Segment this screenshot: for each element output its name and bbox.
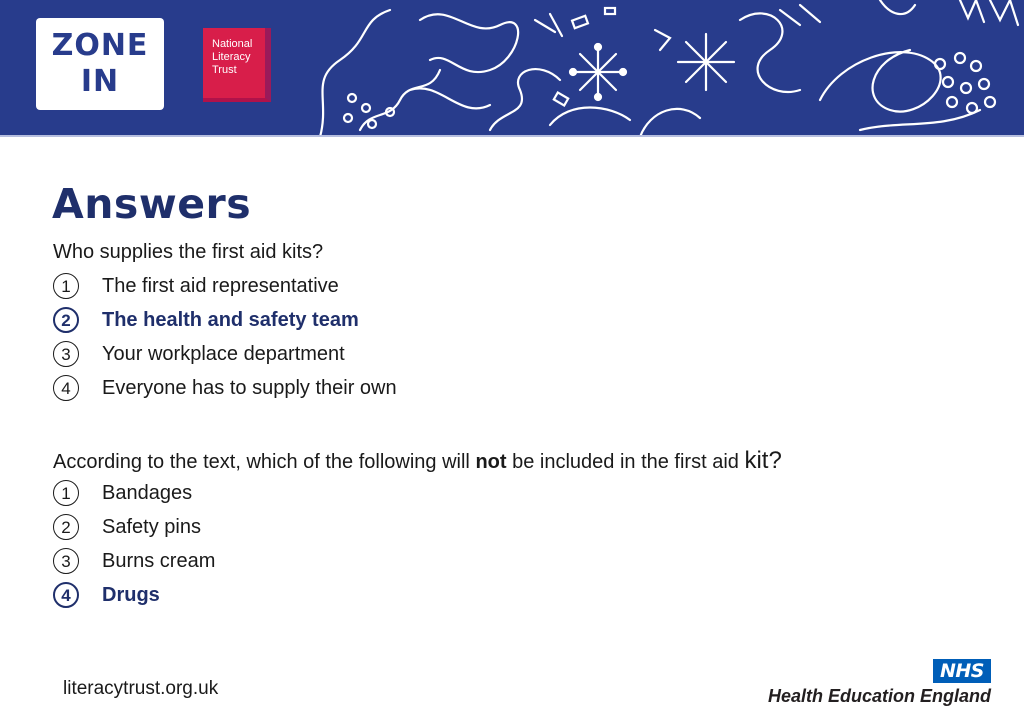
option-label: Safety pins xyxy=(102,515,201,538)
option-number-circle: 3 xyxy=(53,341,79,367)
question-2-emphasis: not xyxy=(475,451,507,473)
question-1-text: Who supplies the first aid kits? xyxy=(53,241,324,263)
option-label: The first aid representative xyxy=(102,274,339,297)
question-2-text-part: According to the text, which of the following will xyxy=(53,451,476,473)
option-label: Your workplace department xyxy=(102,342,345,365)
question-2-correct-option xyxy=(53,581,160,609)
nhs-logo: NHS xyxy=(933,659,991,683)
question-2-text xyxy=(53,447,782,475)
question-2-option xyxy=(53,479,192,507)
page-title: Answers xyxy=(52,180,252,228)
partner-logo-line: National xyxy=(212,38,253,50)
question-1-option xyxy=(53,272,339,300)
option-label: Everyone has to supply their own xyxy=(102,376,397,399)
question-2-option xyxy=(53,547,215,575)
footer-website-url: literacytrust.org.uk xyxy=(63,678,219,699)
header-banner xyxy=(0,0,1024,137)
partner-logo-line: Trust xyxy=(212,64,237,76)
zone-logo-line: IN xyxy=(80,64,120,99)
question-2-text-part: be included in the first aid xyxy=(506,451,745,473)
option-number-circle: 2 xyxy=(53,307,79,333)
option-number-circle: 3 xyxy=(53,548,79,574)
banner-divider xyxy=(0,135,1024,137)
question-1-option xyxy=(53,340,345,368)
national-literacy-trust-logo xyxy=(203,28,271,102)
doodle-pattern xyxy=(300,0,1024,137)
option-number-circle: 4 xyxy=(53,375,79,401)
option-number-circle: 4 xyxy=(53,582,79,608)
question-2-text-end: kit? xyxy=(744,447,782,474)
partner-logo-line: Literacy xyxy=(212,51,251,63)
option-label: Burns cream xyxy=(102,549,216,572)
question-1-option xyxy=(53,374,397,402)
option-label: Bandages xyxy=(102,481,193,504)
health-education-england-name: Health Education England xyxy=(767,686,991,706)
option-number-circle: 1 xyxy=(53,273,79,299)
zone-in-logo xyxy=(36,18,164,110)
option-label: Drugs xyxy=(102,583,160,606)
question-2-option xyxy=(53,513,201,541)
option-label: The health and safety team xyxy=(102,308,359,331)
option-number-circle: 1 xyxy=(53,480,79,506)
zone-logo-line: ZONE xyxy=(51,28,149,63)
option-number-circle: 2 xyxy=(53,514,79,540)
question-1-correct-option xyxy=(53,306,359,334)
